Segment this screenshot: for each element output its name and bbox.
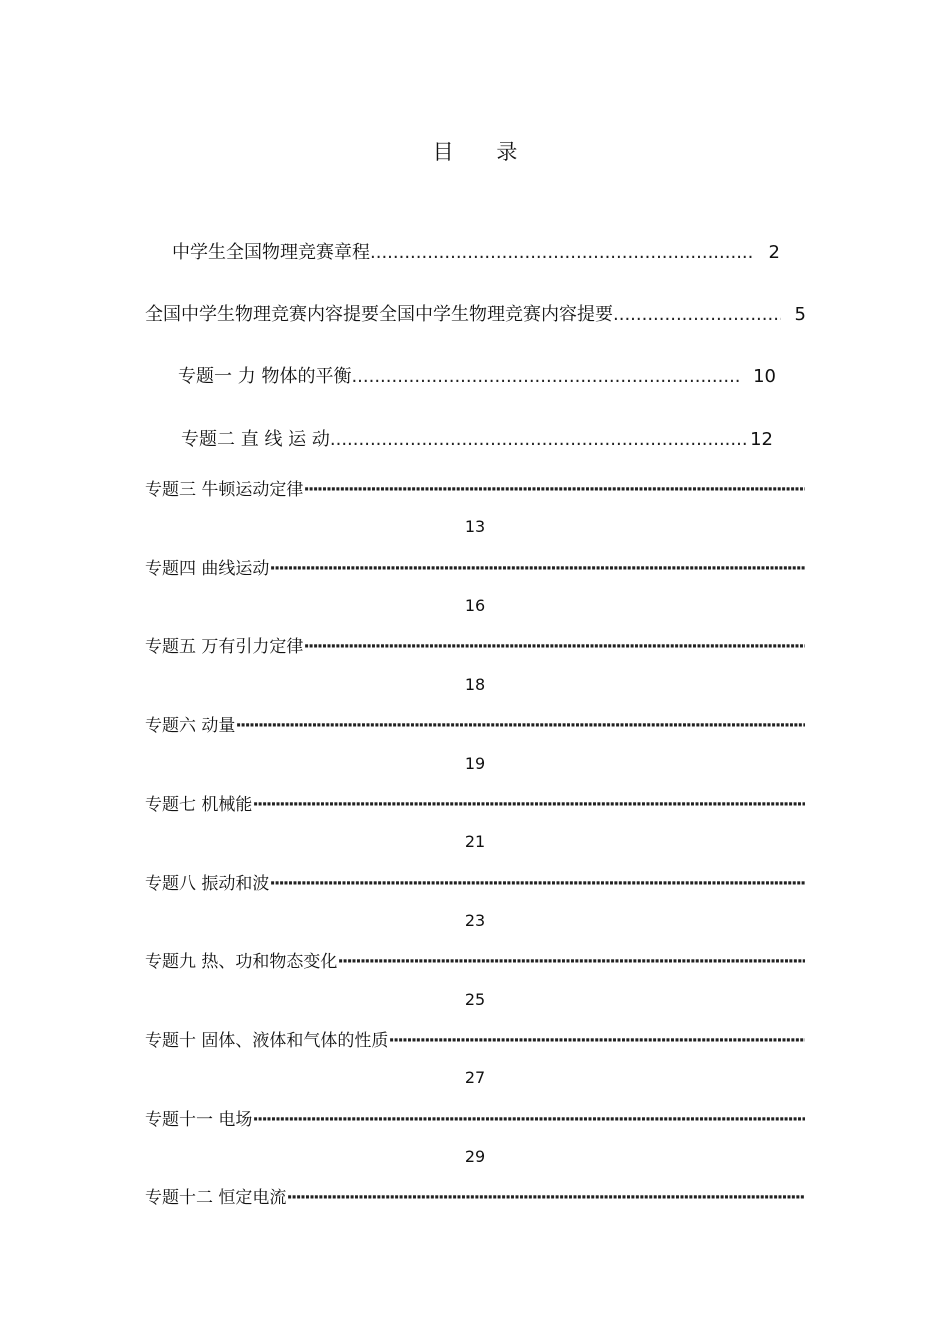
- toc-page-number: 2: [768, 242, 780, 263]
- toc-entry[interactable]: [145, 1183, 805, 1208]
- toc-page-number: 29: [464, 1147, 486, 1166]
- toc-entry-label: 专题八 振动和波: [145, 874, 270, 894]
- toc-entry[interactable]: [145, 300, 806, 326]
- toc-leader: [337, 952, 805, 972]
- toc-page-number: 19: [464, 754, 486, 773]
- toc-leader: [269, 874, 805, 894]
- toc-leader: [235, 716, 805, 736]
- toc-entry[interactable]: [145, 1105, 805, 1130]
- toc-entry[interactable]: [172, 238, 780, 264]
- toc-leader: [269, 559, 805, 579]
- toc-leader: [252, 795, 805, 815]
- toc-leader: [303, 480, 805, 500]
- toc-leader: [388, 1031, 805, 1051]
- toc-entry[interactable]: [145, 475, 805, 500]
- toc-page-number: 25: [464, 990, 486, 1009]
- toc-page-number: 21: [464, 832, 486, 851]
- page-title: 目 录: [432, 140, 536, 164]
- toc-page-number: 18: [464, 675, 486, 694]
- toc-entry[interactable]: [145, 869, 805, 894]
- toc-entry-label: 专题二 直 线 运 动: [181, 429, 330, 450]
- toc-entry-label: 专题七 机械能: [145, 795, 253, 815]
- toc-entry-label: 中学生全国物理竞赛章程: [172, 242, 370, 263]
- toc-leader: [351, 366, 739, 387]
- toc-leader: [330, 429, 746, 450]
- toc-entry-label: 专题三 牛顿运动定律: [145, 480, 304, 500]
- toc-entry[interactable]: [145, 711, 805, 736]
- toc-page-number: 5: [794, 304, 806, 325]
- toc-entry[interactable]: [181, 425, 773, 451]
- toc-leader: [286, 1188, 805, 1208]
- toc-entry-label: 专题一 力 物体的平衡: [178, 366, 352, 387]
- toc-leader: [613, 304, 781, 325]
- toc-entry-label: 专题五 万有引力定律: [145, 637, 304, 657]
- toc-entry[interactable]: [145, 1026, 805, 1051]
- toc-leader: [252, 1110, 805, 1130]
- toc-page-number: 16: [464, 596, 486, 615]
- toc-page-number: 10: [753, 366, 776, 387]
- toc-entry-label: 专题十一 电场: [145, 1110, 253, 1130]
- toc-entry[interactable]: [145, 790, 805, 815]
- toc-entry[interactable]: [145, 947, 805, 972]
- toc-entry[interactable]: [145, 632, 805, 657]
- toc-page-number: 23: [464, 911, 486, 930]
- toc-leader: [370, 242, 755, 263]
- toc-entry-label: 专题四 曲线运动: [145, 559, 270, 579]
- toc-entry-label: 专题六 动量: [145, 716, 236, 736]
- toc-entry[interactable]: [178, 362, 776, 388]
- toc-entry-label: 专题十二 恒定电流: [145, 1188, 287, 1208]
- toc-entry-label: 专题九 热、功和物态变化: [145, 952, 338, 972]
- toc-entry-label: 全国中学生物理竞赛内容提要全国中学生物理竞赛内容提要: [145, 304, 613, 325]
- toc-page-number: 13: [464, 517, 486, 536]
- toc-entry[interactable]: [145, 554, 805, 579]
- toc-leader: [303, 637, 805, 657]
- toc-page-number: 12: [750, 429, 773, 450]
- toc-page-number: 27: [464, 1068, 486, 1087]
- toc-entry-label: 专题十 固体、液体和气体的性质: [145, 1031, 389, 1051]
